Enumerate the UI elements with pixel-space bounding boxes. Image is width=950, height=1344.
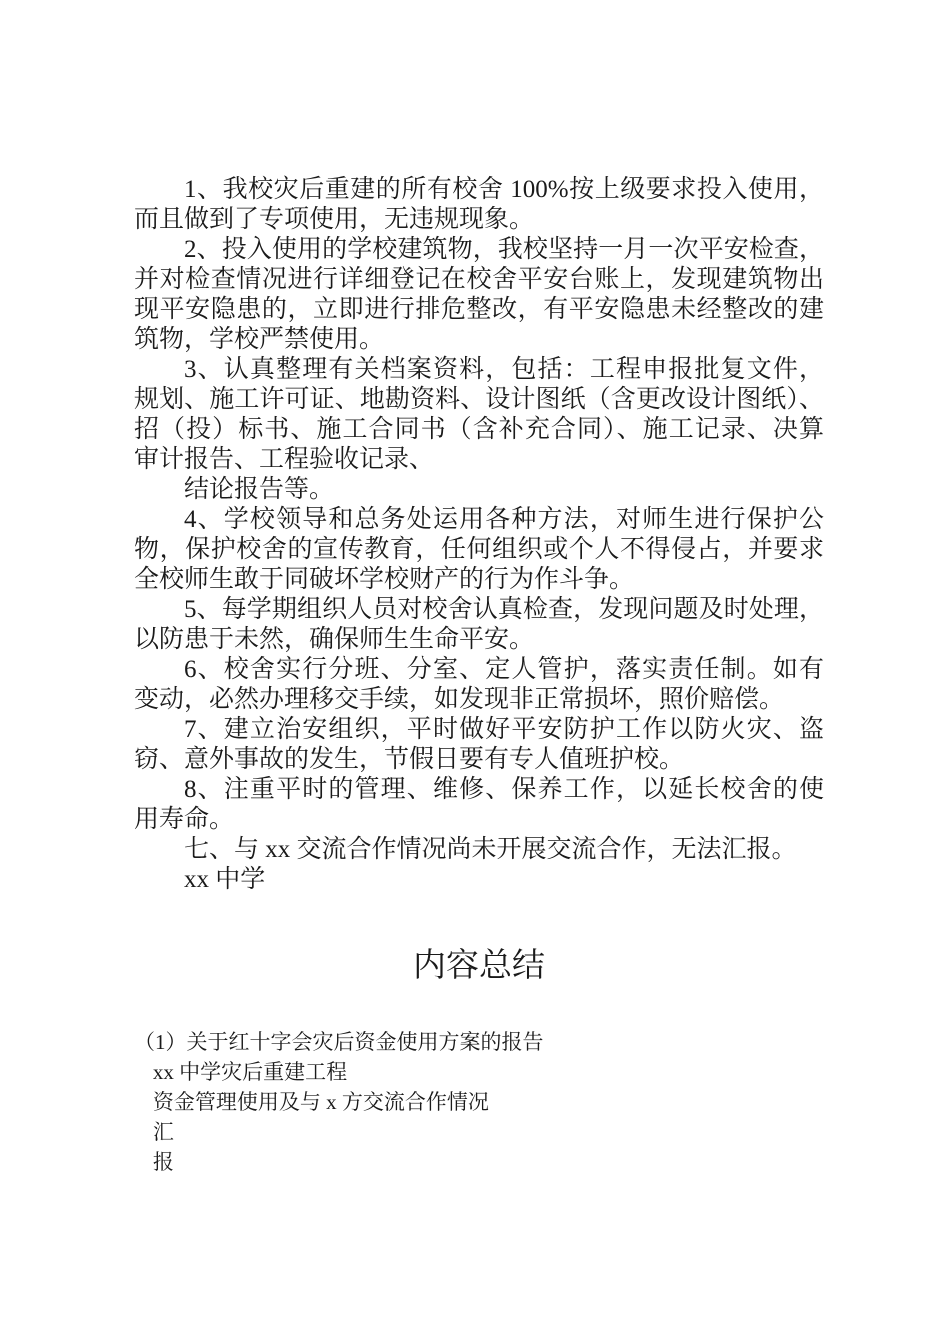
body-line: 而且做到了专项使用，无违规现象。 — [134, 206, 535, 233]
summary-line: （1）关于红十字会灾后资金使用方案的报告 — [134, 1030, 544, 1054]
body-line: 1、我校灾后重建的所有校舍 100%按上级要求投入使用， — [184, 176, 824, 203]
body-line: 以防患于未然，确保师生生命平安。 — [134, 626, 535, 653]
body-line: 7、建立治安组织，平时做好平安防护工作以防火灾、盗 — [184, 716, 824, 743]
body-line: xx 中学 — [184, 866, 266, 893]
body-line: 5、每学期组织人员对校舍认真检查，发现问题及时处理， — [184, 596, 824, 623]
body-line: 6、校舍实行分班、分室、定人管护，落实责任制。如有 — [184, 656, 824, 683]
summary-line: 报 — [152, 1150, 174, 1174]
document-body — [134, 175, 824, 895]
body-line: 2、投入使用的学校建筑物，我校坚持一月一次平安检查， — [184, 236, 824, 263]
body-line: 3、认真整理有关档案资料，包括：工程申报批复文件， — [184, 356, 824, 383]
body-line: 窃、意外事故的发生，节假日要有专人值班护校。 — [134, 746, 685, 773]
body-line: 七、与 xx 交流合作情况尚未开展交流合作，无法汇报。 — [184, 836, 797, 863]
summary-line: xx 中学灾后重建工程 — [152, 1060, 348, 1084]
body-line: 全校师生敢于同破坏学校财产的行为作斗争。 — [134, 566, 635, 593]
body-line: 现平安隐患的，立即进行排危整改，有平安隐患未经整改的建 — [134, 296, 824, 323]
body-line: 招（投）标书、施工合同书（含补充合同）、施工记录、决算 — [134, 416, 824, 443]
section-heading: 内容总结 — [413, 948, 545, 984]
body-line: 筑物，学校严禁使用。 — [134, 326, 385, 353]
body-line: 用寿命。 — [134, 806, 235, 833]
body-line: 变动，必然办理移交手续，如发现非正常损坏，照价赔偿。 — [134, 686, 785, 713]
summary-line: 资金管理使用及与 x 方交流合作情况 — [152, 1090, 489, 1114]
body-line: 并对检查情况进行详细登记在校舍平安台账上，发现建筑物出 — [134, 266, 824, 293]
body-line: 审计报告、工程验收记录、 — [134, 446, 435, 473]
summary-section — [134, 1027, 824, 1177]
body-line: 结论报告等。 — [184, 476, 335, 503]
body-line: 物，保护校舍的宣传教育，任何组织或个人不得侵占，并要求 — [134, 536, 824, 563]
body-line: 4、学校领导和总务处运用各种方法，对师生进行保护公 — [184, 506, 824, 533]
body-line: 8、注重平时的管理、维修、保养工作，以延长校舍的使 — [184, 776, 824, 803]
summary-line: 汇 — [152, 1120, 174, 1144]
body-line: 规划、施工许可证、地勘资料、设计图纸（含更改设计图纸）、 — [134, 386, 824, 413]
